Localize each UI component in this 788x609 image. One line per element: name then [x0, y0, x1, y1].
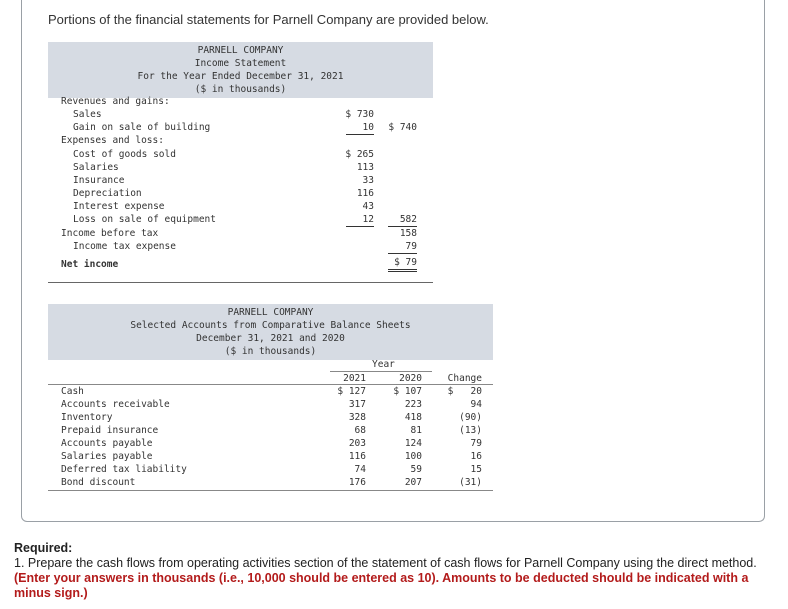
required-heading: Required:: [14, 541, 73, 555]
value-2021: $ 127: [337, 386, 366, 397]
balance-sheet-dates: December 31, 2021 and 2020: [196, 333, 345, 344]
income-statement-header: [48, 42, 433, 98]
interest-value: 43: [362, 201, 374, 212]
depreciation-label: Depreciation: [73, 188, 142, 199]
account-name: Inventory: [61, 412, 113, 423]
revenues-heading: Revenues and gains:: [61, 96, 170, 107]
gain-value: 10: [346, 121, 374, 135]
value-2021: 176: [348, 477, 366, 488]
value-2021: 328: [348, 412, 366, 423]
col-change-header: Change: [447, 373, 482, 384]
company-name: PARNELL COMPANY: [227, 307, 314, 318]
expenses-heading: Expenses and loss:: [61, 135, 164, 146]
table-bottom-rule: [48, 490, 493, 491]
value-change: 79: [470, 438, 482, 449]
net-income-value: $ 79: [388, 256, 417, 272]
statement-title: Income Statement: [194, 58, 287, 69]
tax-label: Income tax expense: [73, 241, 176, 252]
statement-period: For the Year Ended December 31, 2021: [137, 71, 344, 82]
tax-value: 79: [388, 240, 417, 254]
intro-text: Portions of the financial statements for Parnell Company are provided below.: [48, 12, 489, 27]
account-name: Cash: [61, 386, 84, 397]
value-change: (13): [459, 425, 482, 436]
col-2020-header: 2020: [399, 373, 422, 384]
interest-label: Interest expense: [73, 201, 165, 212]
value-2020: 207: [404, 477, 422, 488]
value-2021: 203: [348, 438, 366, 449]
value-2020: 124: [404, 438, 422, 449]
value-change: 15: [470, 464, 482, 475]
value-2020: 223: [404, 399, 422, 410]
balance-sheet-units: ($ in thousands): [224, 346, 317, 357]
required-note: (Enter your answers in thousands (i.e., 10,000 should be entered as 10). Amounts to be deducted should be indicated with a minus sign.): [14, 571, 749, 600]
cogs-label: Cost of goods sold: [73, 149, 176, 160]
cogs-value: $ 265: [345, 149, 374, 160]
value-change: (31): [459, 477, 482, 488]
sales-label: Sales: [73, 109, 102, 120]
value-2021: 116: [348, 451, 366, 462]
expenses-total: 582: [388, 213, 417, 227]
salaries-value: 113: [356, 162, 374, 173]
required-instruction: 1. Prepare the cash flows from operating activities section of the statement of cash flows for Parnell Company using the direct method.: [14, 556, 757, 570]
value-change: $ 20: [447, 386, 482, 397]
account-name: Deferred tax liability: [61, 464, 187, 475]
table-header-rule: [48, 384, 493, 385]
col-2021-header: 2021: [343, 373, 366, 384]
gain-label: Gain on sale of building: [73, 122, 211, 133]
depreciation-value: 116: [356, 188, 374, 199]
value-change: 94: [470, 399, 482, 410]
account-name: Accounts payable: [61, 438, 153, 449]
insurance-label: Insurance: [73, 175, 125, 186]
net-income-label: Net income: [61, 259, 119, 270]
balance-sheet-title: Selected Accounts from Comparative Balance Sheets: [130, 320, 411, 331]
income-statement-rule: [48, 282, 433, 283]
value-2021: 68: [354, 425, 366, 436]
value-2021: 317: [348, 399, 366, 410]
value-2020: 81: [410, 425, 422, 436]
salaries-label: Salaries: [73, 162, 119, 173]
loss-value: 12: [346, 213, 374, 227]
insurance-value: 33: [362, 175, 374, 186]
value-2021: 74: [354, 464, 366, 475]
company-name: PARNELL COMPANY: [197, 45, 284, 56]
income-before-tax-label: Income before tax: [61, 228, 159, 239]
year-label: Year: [372, 359, 395, 370]
account-name: Prepaid insurance: [61, 425, 159, 436]
account-name: Salaries payable: [61, 451, 153, 462]
value-2020: 100: [404, 451, 422, 462]
account-name: Bond discount: [61, 477, 136, 488]
value-change: 16: [470, 451, 482, 462]
revenues-total: $ 740: [388, 122, 417, 133]
statement-units: ($ in thousands): [194, 84, 287, 95]
income-before-tax-value: 158: [399, 228, 417, 239]
account-name: Accounts receivable: [61, 399, 170, 410]
value-change: (90): [459, 412, 482, 423]
loss-label: Loss on sale of equipment: [73, 214, 216, 225]
balance-sheet-header: [48, 304, 493, 360]
value-2020: $ 107: [393, 386, 422, 397]
value-2020: 418: [404, 412, 422, 423]
value-2020: 59: [410, 464, 422, 475]
sales-value: $ 730: [345, 109, 374, 120]
